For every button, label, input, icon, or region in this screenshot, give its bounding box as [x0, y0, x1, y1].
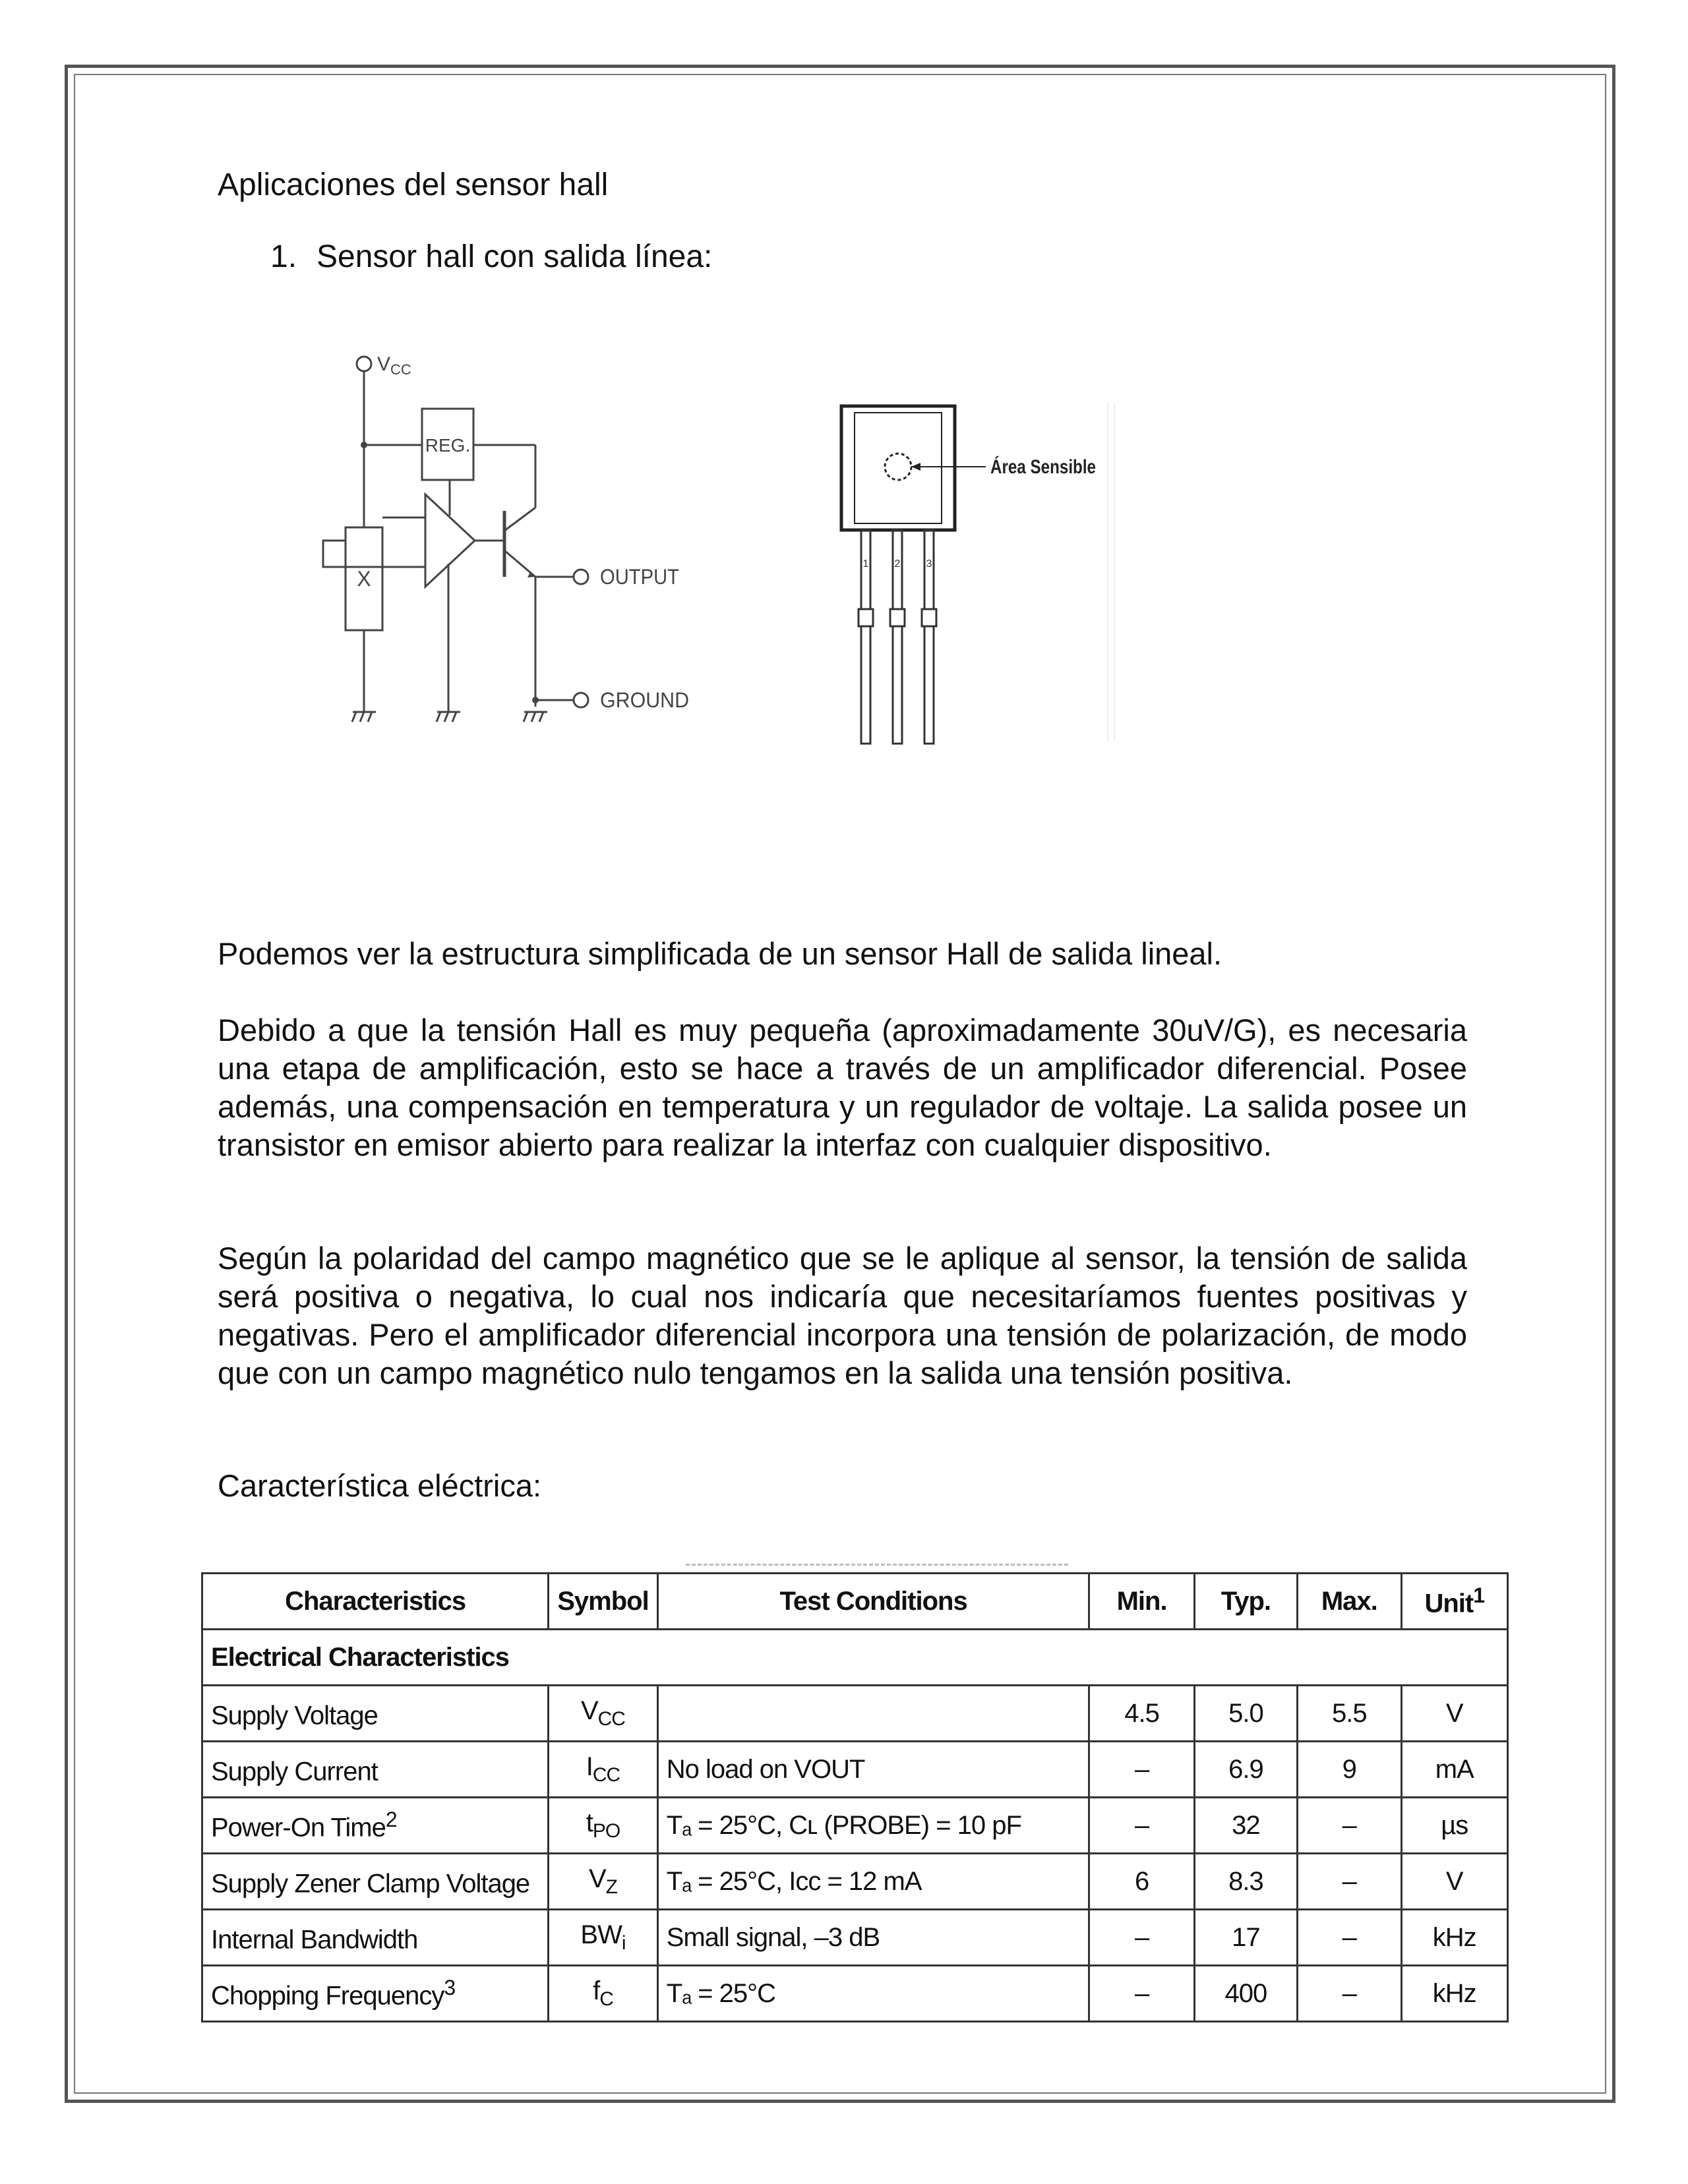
cell-min: – [1089, 1742, 1194, 1798]
cell-min: – [1089, 1798, 1194, 1854]
ground-label: GROUND [600, 688, 689, 712]
cell-unit: kHz [1401, 1966, 1508, 2022]
table-row [202, 1910, 1508, 1966]
vcc-label: $V_{CC}$ [377, 353, 411, 378]
cell-typ: 8.3 [1194, 1854, 1297, 1910]
section-heading: Aplicaciones del sensor hall [218, 167, 609, 202]
paragraph-intro: Podemos ver la estructura simplificada de un sensor Hall de salida lineal. [218, 936, 1222, 971]
circuit-diagram [303, 343, 699, 738]
cell-unit: mA [1401, 1742, 1508, 1798]
section-electrical-characteristics: Electrical Characteristics [202, 1630, 1508, 1686]
table-header-row [202, 1574, 1508, 1630]
cell-typ: 5.0 [1194, 1686, 1297, 1742]
header-test-conditions: Test Conditions [657, 1574, 1089, 1630]
cell-min: 4.5 [1089, 1686, 1194, 1742]
cell-sym: $BW_i$ [549, 1910, 657, 1966]
header-symbol: Symbol [549, 1574, 657, 1630]
cell-char: Supply Zener Clamp Voltage [202, 1854, 549, 1910]
cell-cond: Small signal, –3 dB [657, 1910, 1089, 1966]
cell-char: Power-On Time$^2$ [202, 1798, 549, 1854]
list-item [270, 239, 712, 275]
pin-1-label: 1 [862, 558, 869, 570]
hall-element-label: X [357, 567, 371, 591]
cell-char: Internal Bandwidth [202, 1910, 549, 1966]
cell-max: – [1298, 1798, 1401, 1854]
cell-cond: Tₐ = 25°C, Iᴄᴄ = 12 mA [657, 1854, 1089, 1910]
cell-char: Chopping Frequency$^3$ [202, 1966, 549, 2022]
cell-typ: 32 [1194, 1798, 1297, 1854]
cell-typ: 400 [1194, 1966, 1297, 2022]
electrical-characteristics-table [201, 1572, 1509, 2022]
cell-max: – [1298, 1966, 1401, 2022]
cell-char: Supply Current [202, 1742, 549, 1798]
list-number: 1. [270, 239, 297, 274]
cell-min: – [1089, 1910, 1194, 1966]
cell-max: 5.5 [1298, 1686, 1401, 1742]
cell-max: – [1298, 1854, 1401, 1910]
header-characteristics: Characteristics [202, 1574, 549, 1630]
header-typ: Typ. [1194, 1574, 1297, 1630]
cell-sym: $f_C$ [549, 1966, 657, 2022]
cell-char: Supply Voltage [202, 1686, 549, 1742]
cell-cond: Tₐ = 25°C [657, 1966, 1089, 2022]
cell-cond: No load on VOUT [657, 1742, 1089, 1798]
cell-typ: 17 [1194, 1910, 1297, 1966]
table-row [202, 1798, 1508, 1854]
cell-unit: µs [1401, 1798, 1508, 1854]
cell-sym: $t_{PO}$ [549, 1798, 657, 1854]
cell-cond [657, 1686, 1089, 1742]
cell-sym: $V_{CC}$ [549, 1686, 657, 1742]
header-min: Min. [1089, 1574, 1194, 1630]
cell-typ: 6.9 [1194, 1742, 1297, 1798]
cell-unit: V [1401, 1854, 1508, 1910]
cell-sym: $I_{CC}$ [549, 1742, 657, 1798]
paragraph-polarity: Según la polaridad del campo magnético que se le aplique al sensor, la tensión de salida será positiva o negativa, lo cual nos indicaría que necesitaríamos fuentes positivas y negativas. Pero el amplificador diferencial incorpora una tensión de polarización, de modo que con un campo magnético nulo tengamos en la salida una tensión positiva. [218, 1241, 1467, 1390]
pin-3-label: 3 [926, 558, 932, 570]
cell-unit: V [1401, 1686, 1508, 1742]
package-diagram [837, 396, 1128, 752]
cell-max: 9 [1298, 1742, 1401, 1798]
header-max: Max. [1298, 1574, 1401, 1630]
table-row [202, 1686, 1508, 1742]
cell-sym: $V_Z$ [549, 1854, 657, 1910]
paragraph-amplification: Debido a que la tensión Hall es muy pequeña (aproximadamente 30uV/G), es necesaria una etapa de amplificación, esto se hace a través de un amplificador diferencial. Posee además, una compensación en temperatura y un regulador de voltaje. La salida posee un transistor en emisor abierto para realizar la interfaz con cualquier dispositivo. [218, 1013, 1467, 1162]
cell-min: – [1089, 1966, 1194, 2022]
cell-max: – [1298, 1910, 1401, 1966]
table-section-row [202, 1630, 1508, 1686]
reg-label: REG. [425, 435, 471, 456]
table-row [202, 1742, 1508, 1798]
cell-min: 6 [1089, 1854, 1194, 1910]
table-row [202, 1854, 1508, 1910]
cell-unit: kHz [1401, 1910, 1508, 1966]
header-unit: Unit$^1$ [1401, 1574, 1508, 1630]
output-label: OUTPUT [600, 565, 679, 589]
table-row [202, 1966, 1508, 2022]
cell-cond: Tₐ = 25°C, Cʟ (PROBE) = 10 pF [657, 1798, 1089, 1854]
pin-2-label: 2 [894, 558, 901, 570]
paragraph-electrical-label: Característica eléctrica: [218, 1468, 542, 1503]
list-text: Sensor hall con salida línea: [316, 239, 713, 274]
cropped-text-artifact [686, 1564, 1068, 1568]
sensitive-area-label: Área Sensible [990, 456, 1122, 478]
